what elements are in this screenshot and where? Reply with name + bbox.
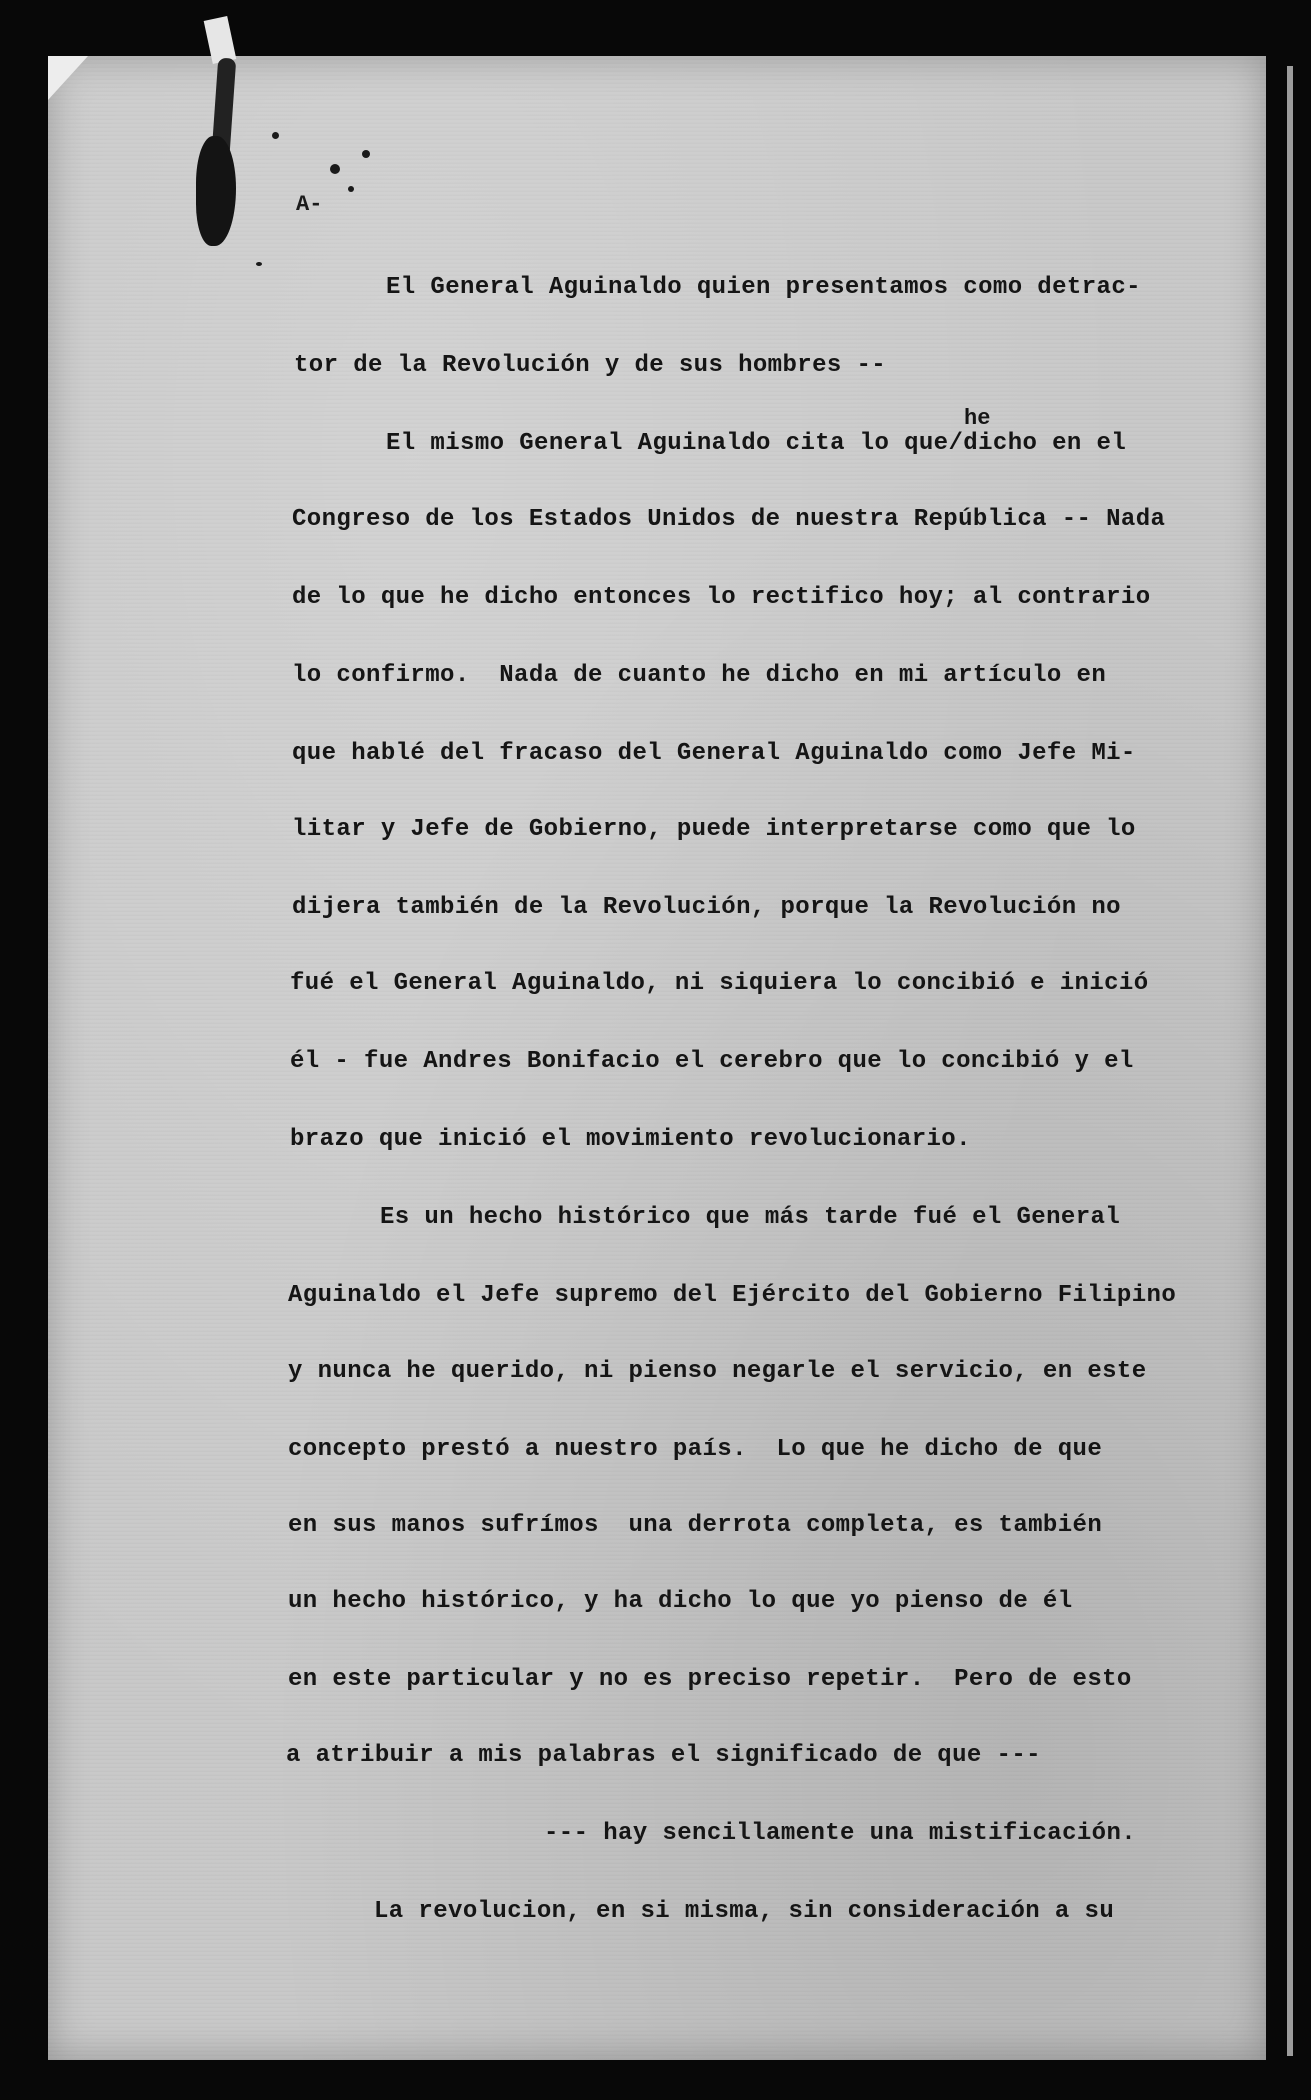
text-line: litar y Jefe de Gobierno, puede interpretarse como que lo xyxy=(292,816,1136,843)
folded-corner xyxy=(48,56,88,100)
text-line: en sus manos sufrímos una derrota completa, es también xyxy=(288,1512,1103,1539)
text-line: dijera también de la Revolución, porque la Revolución no xyxy=(292,894,1121,921)
page-mark: A- xyxy=(296,192,323,217)
text-line: en este particular y no es preciso repetir. Pero de esto xyxy=(288,1666,1132,1693)
ink-speck xyxy=(330,164,340,174)
ink-speck xyxy=(348,186,354,192)
ink-speck xyxy=(272,132,279,139)
text-line: brazo que inició el movimiento revolucionario. xyxy=(290,1126,971,1153)
text-line: Es un hecho histórico que más tarde fué el General xyxy=(380,1204,1121,1231)
text-line: Aguinaldo el Jefe supremo del Ejército del Gobierno Filipino xyxy=(288,1282,1177,1309)
page-edge-shadow xyxy=(1287,66,1293,2056)
text-line: que hablé del fracaso del General Aguinaldo como Jefe Mi- xyxy=(292,740,1136,767)
text-line: a atribuir a mis palabras el significado de que --- xyxy=(286,1742,1041,1769)
text-line: El General Aguinaldo quien presentamos como detrac- xyxy=(386,274,1141,301)
text-line: --- hay sencillamente una mistificación. xyxy=(544,1820,1137,1847)
text-line: La revolucion, en si misma, sin consideración a su xyxy=(374,1898,1115,1925)
text-line: lo confirmo. Nada de cuanto he dicho en mi artículo en xyxy=(292,662,1107,689)
text-line: tor de la Revolución y de sus hombres -- xyxy=(294,352,887,379)
text-line: de lo que he dicho entonces lo rectifico hoy; al contrario xyxy=(292,584,1151,611)
text-line: Congreso de los Estados Unidos de nuestra República -- Nada xyxy=(292,506,1166,533)
text-line: y nunca he querido, ni pienso negarle el servicio, en este xyxy=(288,1358,1147,1385)
text-line: fué el General Aguinaldo, ni siquiera lo concibió e inició xyxy=(290,970,1149,997)
ink-stain-clip-mark xyxy=(196,58,248,248)
stain-blot xyxy=(196,136,236,246)
ink-speck xyxy=(362,150,370,158)
text-line: concepto prestó a nuestro país. Lo que he dicho de que xyxy=(288,1436,1103,1463)
ink-speck xyxy=(256,262,262,266)
handwritten-insertion: he xyxy=(964,406,991,431)
text-line: él - fue Andres Bonifacio el cerebro que lo concibió y el xyxy=(290,1048,1134,1075)
text-line: El mismo General Aguinaldo cita lo que/dicho en el xyxy=(386,430,1127,457)
text-line: un hecho histórico, y ha dicho lo que yo pienso de él xyxy=(288,1588,1073,1615)
